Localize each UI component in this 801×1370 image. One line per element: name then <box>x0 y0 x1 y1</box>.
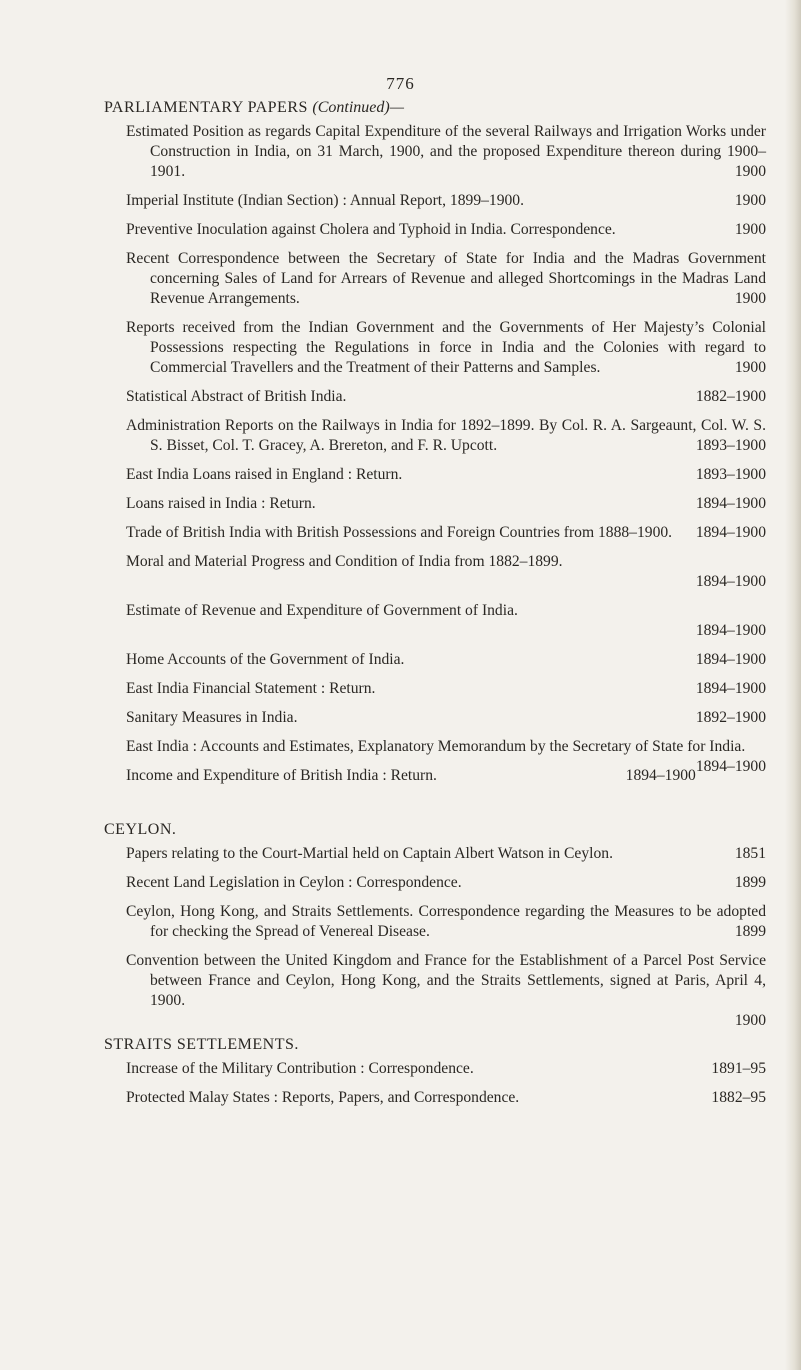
entry-title: Reports received from the Indian Government and the Governments of Her Majesty’s Colonial Possessions respecting the Regulations in force in India and the Colonies with regard to Commercial Travellers and the Treatment of their Patterns and Samples. <box>126 319 766 376</box>
section-heading: STRAITS SETTLEMENTS. <box>104 1036 299 1053</box>
entry-year: 1900 <box>734 359 766 376</box>
page-number: 776 <box>386 74 415 93</box>
list-item <box>126 766 766 786</box>
entry-year: 1900 <box>734 1012 766 1029</box>
list-item <box>126 601 766 641</box>
entry-year: 1894–1900 <box>625 767 696 784</box>
entry-title: Income and Expenditure of British India : Return. <box>126 767 437 784</box>
section-heading-text: PARLIAMENTARY PAPERS <box>104 99 308 116</box>
entry-year: 1892–1900 <box>695 709 766 726</box>
entry-title: Recent Land Legislation in Ceylon : Correspondence. <box>126 874 462 891</box>
entry-title: Protected Malay States : Reports, Papers, and Correspondence. <box>126 1089 520 1106</box>
list-item <box>126 523 766 543</box>
document-body <box>104 98 766 1108</box>
entry-year: 1894–1900 <box>695 680 766 697</box>
entry-title: Increase of the Military Contribution : Correspondence. <box>126 1060 474 1077</box>
page-edge-shadow <box>785 0 801 1370</box>
entry-title: Ceylon, Hong Kong, and Straits Settlements. Correspondence regarding the Measures to be adopted for checking the Spread of Venereal Disease. <box>126 903 766 940</box>
list-item <box>126 494 766 514</box>
list-item <box>126 387 766 407</box>
entry-year: 1882–1900 <box>695 388 766 405</box>
list-item <box>126 873 766 893</box>
section-parliamentary-papers <box>104 98 766 786</box>
list-item <box>126 122 766 182</box>
entry-year: 1894–1900 <box>695 758 766 775</box>
entry-year: 1893–1900 <box>695 437 766 454</box>
entry-title: Recent Correspondence between the Secretary of State for India and the Madras Government concerning Sales of Land for Arrears of Revenue and alleged Shortcomings in the Madras Land Revenue Arrangements. <box>126 250 766 307</box>
entry-year: 1900 <box>734 163 766 180</box>
entry-title: Sanitary Measures in India. <box>126 709 298 726</box>
entry-title: Loans raised in India : Return. <box>126 495 316 512</box>
entry-title: Statistical Abstract of British India. <box>126 388 347 405</box>
entry-year: 1882–95 <box>711 1089 766 1106</box>
entry-year: 1894–1900 <box>695 622 766 639</box>
list-item <box>126 679 766 699</box>
entry-title: Preventive Inoculation against Cholera and Typhoid in India. Correspondence. <box>126 221 616 238</box>
entry-year: 1900 <box>734 221 766 238</box>
entry-year: 1893–1900 <box>695 466 766 483</box>
entry-year: 1899 <box>734 923 766 940</box>
continued-note: (Continued)— <box>312 99 404 116</box>
section-heading <box>104 98 766 118</box>
entry-title: East India Loans raised in England : Return. <box>126 466 403 483</box>
entry-title: Administration Reports on the Railways in India for 1892–1899. By Col. R. A. Sargeaunt, Col. W. S. S. Bisset, Col. T. Gracey, A. Brereton, and F. R. Upcott. <box>126 417 766 454</box>
entry-title: Papers relating to the Court-Martial held on Captain Albert Watson in Ceylon. <box>126 845 613 862</box>
entry-title: East India Financial Statement : Return. <box>126 680 376 697</box>
entry-year: 1899 <box>734 874 766 891</box>
list-item <box>126 902 766 942</box>
entry-year: 1900 <box>734 290 766 307</box>
list-item <box>126 318 766 378</box>
entry-title: Estimated Position as regards Capital Expenditure of the several Railways and Irrigation Works under Construction in India, on 31 March, 1900, and the proposed Expenditure thereon during 1900–1901. <box>126 123 766 180</box>
entry-title: East India : Accounts and Estimates, Explanatory Memorandum by the Secretary of State for India. <box>126 738 746 755</box>
entry-title: Imperial Institute (Indian Section) : Annual Report, 1899–1900. <box>126 192 524 209</box>
entry-year: 1851 <box>734 845 766 862</box>
list-item <box>126 708 766 728</box>
entry-year: 1891–95 <box>711 1060 766 1077</box>
section-straits-settlements <box>104 1035 766 1108</box>
entry-year: 1894–1900 <box>695 651 766 668</box>
list-item <box>126 552 766 592</box>
list-item <box>126 737 766 775</box>
entry-year: 1894–1900 <box>695 573 766 590</box>
entry-title: Moral and Material Progress and Condition of India from 1882–1899. <box>126 553 563 570</box>
list-item <box>126 1088 766 1108</box>
list-item <box>126 220 766 240</box>
list-item <box>126 1059 766 1079</box>
list-item <box>126 465 766 485</box>
entry-title: Estimate of Revenue and Expenditure of Government of India. <box>126 602 518 619</box>
entry-title: Home Accounts of the Government of India. <box>126 651 405 668</box>
list-item <box>126 951 766 1031</box>
list-item <box>126 650 766 670</box>
entry-title: Convention between the United Kingdom and France for the Establishment of a Parcel Post Service between France and Ceylon, Hong Kong, and the Straits Settlements, signed at Paris, April 4, 1900. <box>126 952 766 1009</box>
section-ceylon <box>104 820 766 1031</box>
section-heading: CEYLON. <box>104 821 177 838</box>
list-item <box>126 416 766 456</box>
entry-year: 1900 <box>734 192 766 209</box>
list-item <box>126 844 766 864</box>
entry-year: 1894–1900 <box>695 524 766 541</box>
list-item <box>126 249 766 309</box>
entry-title: Trade of British India with British Possessions and Foreign Countries from 1888–1900. <box>126 524 673 541</box>
list-item <box>126 191 766 211</box>
entry-year: 1894–1900 <box>695 495 766 512</box>
